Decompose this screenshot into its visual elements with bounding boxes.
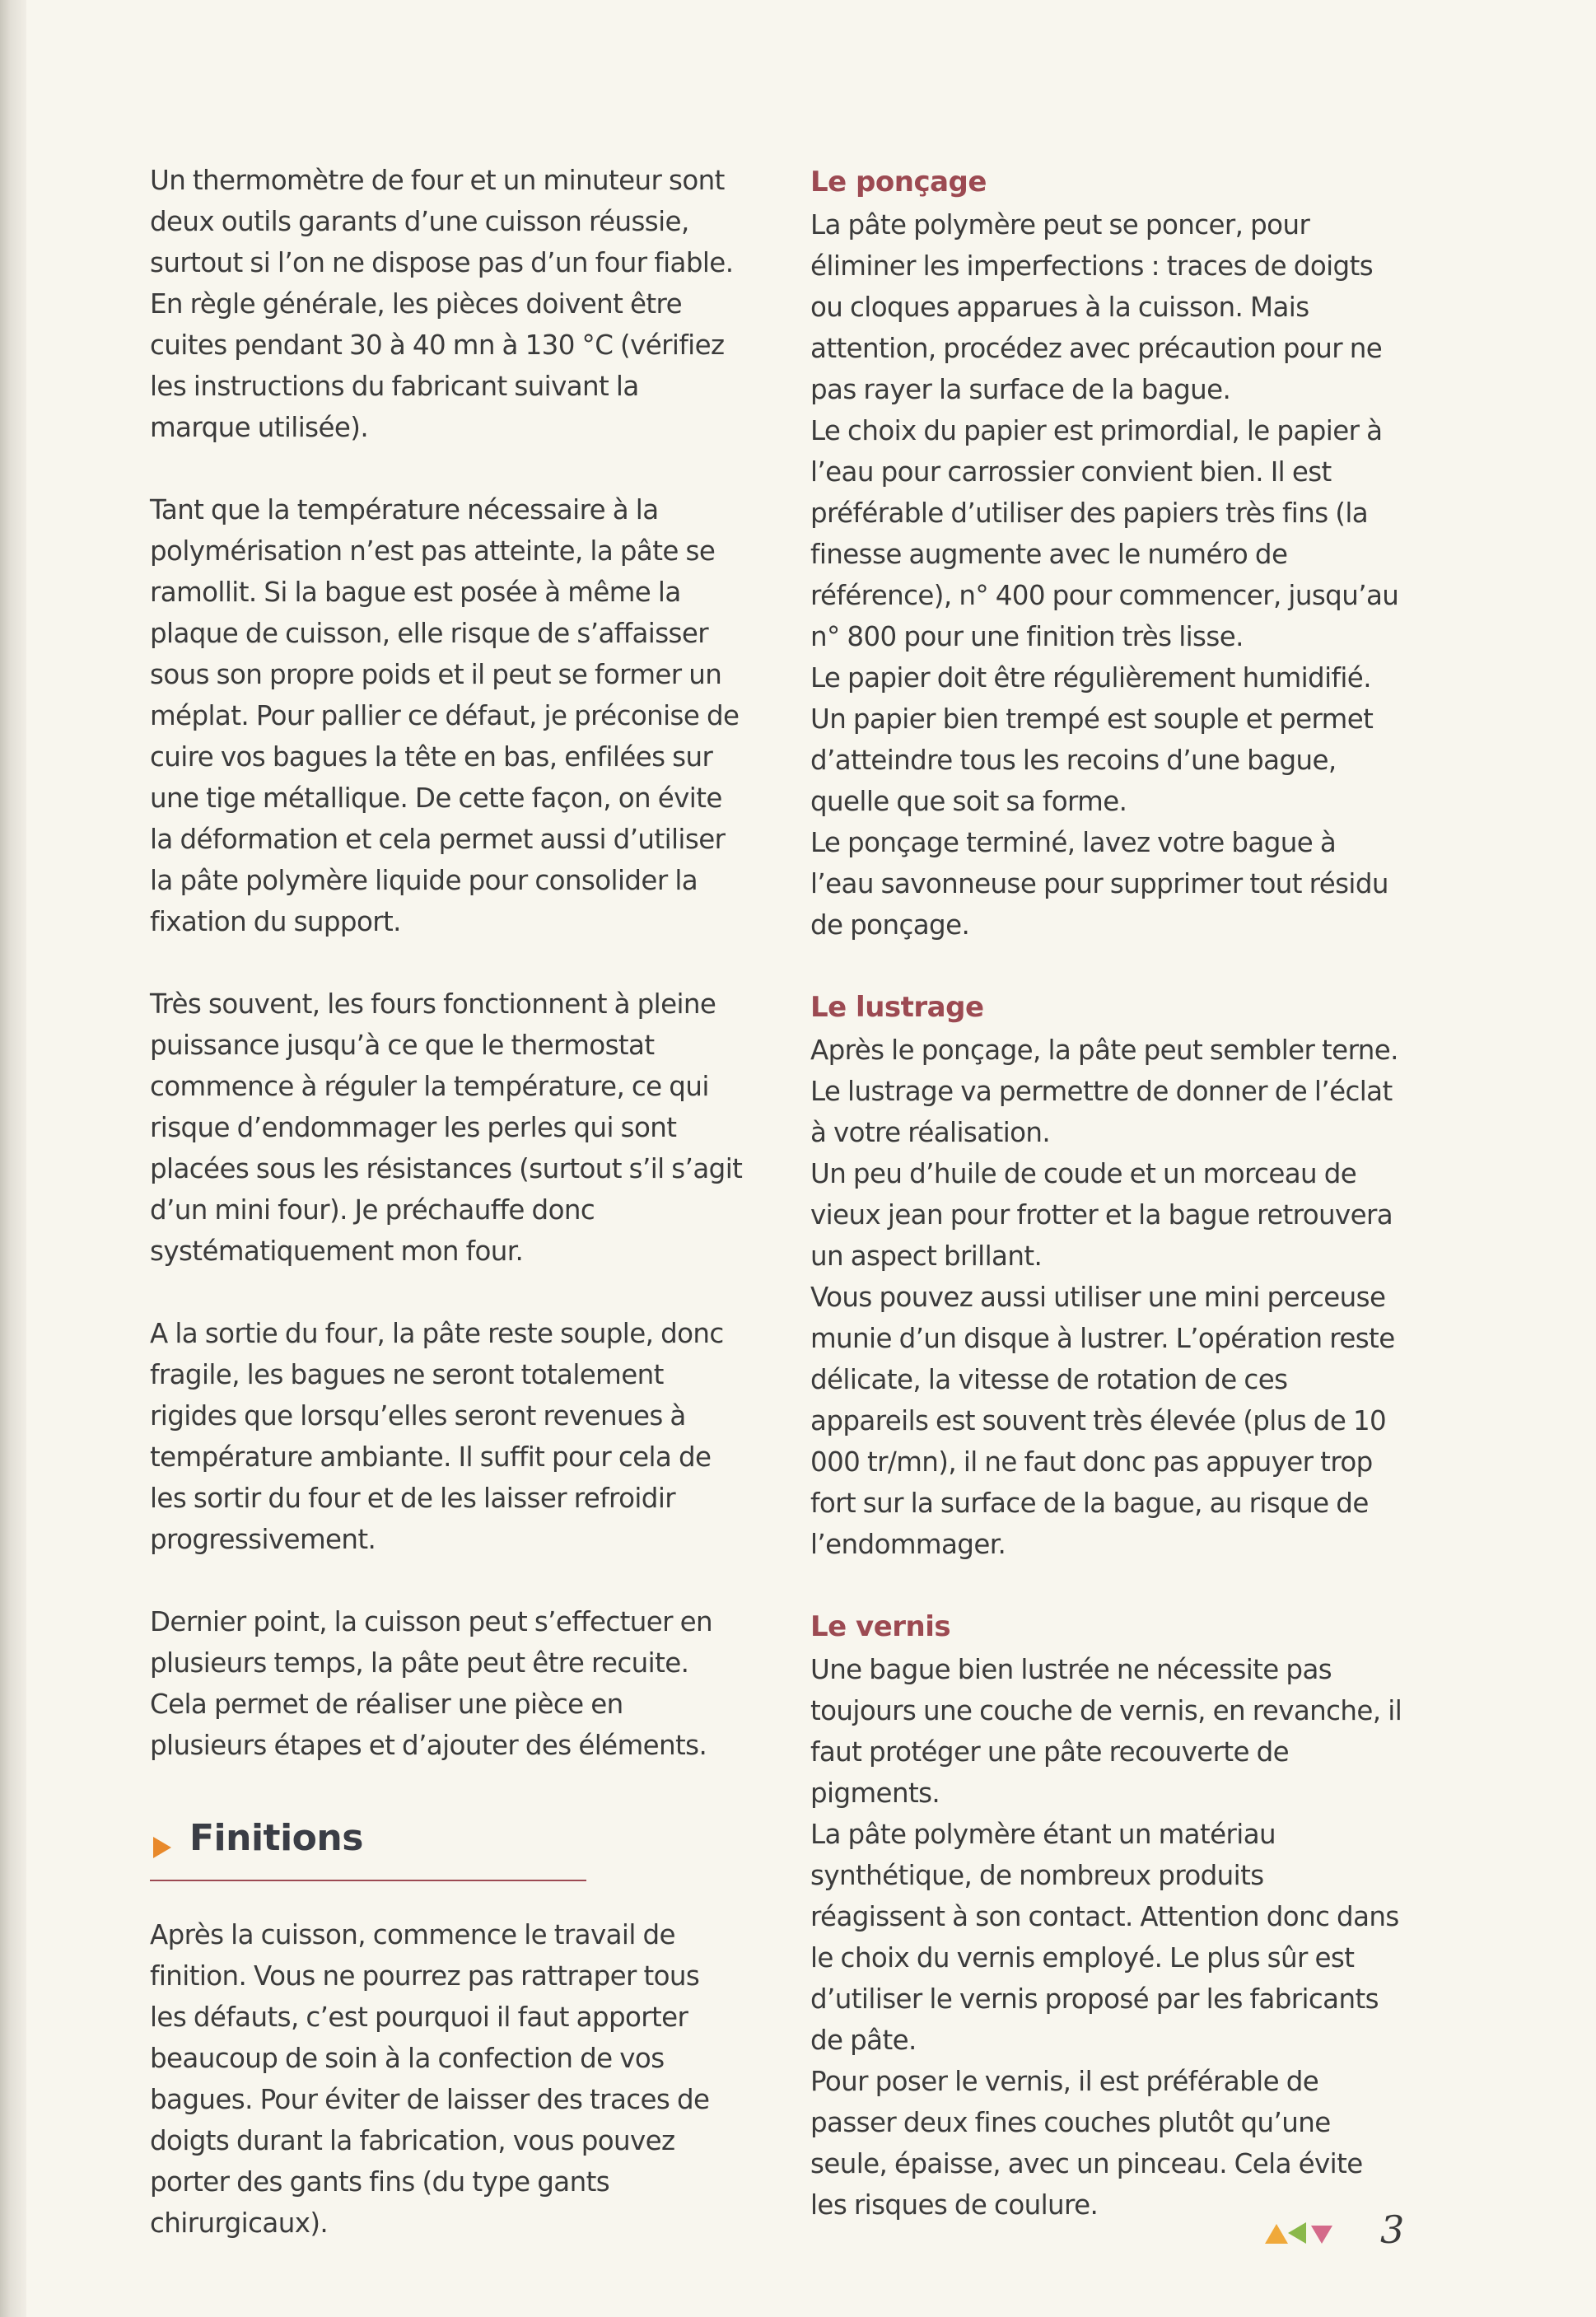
triangle-down-icon — [1311, 2226, 1332, 2244]
footer-decoration — [1265, 2221, 1344, 2250]
orange-triangle-bullet-icon — [153, 1837, 171, 1858]
paragraph-oven-power: Très souvent, les fours fonctionnent à pleine puissance jusqu’à ce que le thermostat commence à réguler la température, ce qui risque d’endommager les perles qui sont placées sous les résistances (surtout s’il s’agit d’un mini four). Je préchauffe donc systématiquement mon four. — [150, 988, 743, 1267]
paragraph-vernis-2: La pâte polymère étant un matériau synthétique, de nombreux produits réagissent à son contact. Attention donc dans le choix du vernis employé. Le plus sûr est d’utiliser le vernis proposé par les fabricants de pâte. — [810, 1819, 1399, 2056]
paragraph-finishing-intro: Après la cuisson, commence le travail de finition. Vous ne pourrez pas rattraper tous les défauts, c’est pourquoi il faut apporter beaucoup de soin à la confection de vos bagues. Pour éviter de laisser des traces de doigts durant la fabrication, vous pouvez porter des gants fins (du type gants chirurgicaux). — [150, 1919, 710, 2239]
paragraph-polymerisation: Tant que la température nécessaire à la polymérisation n’est pas atteinte, la pâte se ramollit. Si la bague est posée à même la plaque de cuisson, elle risque de s’affaisser sous son propre poids et il peut se former un méplat. Pour pallier ce défaut, je préconise de cuire vos bagues la tête en bas, enfilées sur une tige métallique. De cette façon, on évite la déformation et cela permet aussi d’utiliser la pâte polymère liquide pour consolider la fixation du support. — [150, 494, 740, 937]
paragraph-poncage-3: Le papier doit être régulièrement humidifié. Un papier bien trempé est souple et permet d’atteindre tous les recoins d’une bague, quelle que soit sa forme. — [810, 662, 1374, 817]
paragraph-poncage-1: La pâte polymère peut se poncer, pour éliminer les imperfections : traces de doigts ou cloques apparues à la cuisson. Mais attention, procédez avec précaution pour ne pas rayer la surface de la bague. — [810, 209, 1383, 405]
paragraph-poncage-2: Le choix du papier est primordial, le papier à l’eau pour carrossier convient bien. Il est préférable d’utiliser des papiers très fins (la finesse augmente avec le numéro de référence), n° 400 pour commencer, jusqu’au n° 800 pour une finition très lisse. — [810, 415, 1399, 652]
right-column — [810, 160, 1403, 2226]
triangle-left-icon — [1288, 2222, 1306, 2244]
left-column — [150, 160, 743, 2244]
finitions-heading-text: Finitions — [189, 1817, 363, 1859]
paragraph-vernis-3: Pour poser le vernis, il est préférable de passer deux fines couches plutôt qu’une seule, épaisse, avec un pinceau. Cela évite les risques de coulure. — [810, 2066, 1363, 2221]
paragraph-vernis-1: Une bague bien lustrée ne nécessite pas toujours une couche de vernis, en revanche, il faut protéger une pâte recouverte de pigments. — [810, 1654, 1402, 1809]
triangle-up-icon — [1265, 2224, 1288, 2244]
paragraph-lustrage-3: Vous pouvez aussi utiliser une mini perceuse munie d’un disque à lustrer. L’opération reste délicate, la vitesse de rotation de ces appareils est souvent très élevée (plus de 10 000 tr/mn), il ne faut donc pas appuyer trop fort sur la surface de la bague, au risque de l’endommager. — [810, 1282, 1395, 1560]
paragraph-thermometer: Un thermomètre de four et un minuteur sont deux outils garants d’une cuisson réussie, surtout si l’on ne dispose pas d’un four fiable. En règle générale, les pièces doivent être cuites pendant 30 à 40 mn à 130 °C (vérifiez les instructions du fabricant suivant la marque utilisée). — [150, 165, 734, 443]
heading-vernis: Le vernis — [810, 1610, 951, 1643]
page-binding-shadow — [0, 0, 26, 2317]
paragraph-multiple-bakes: Dernier point, la cuisson peut s’effectuer en plusieurs temps, la pâte peut être recuite. Cela permet de réaliser une pièce en plusieurs étapes et d’ajouter des éléments. — [150, 1606, 713, 1761]
paragraph-lustrage-2: Un peu d’huile de coude et un morceau de vieux jean pour frotter et la bague retrouvera un aspect brillant. — [810, 1158, 1393, 1272]
paragraph-cooling: A la sortie du four, la pâte reste souple, donc fragile, les bagues ne seront totalement rigides que lorsqu’elles seront revenues à température ambiante. Il suffit pour cela de les sortir du four et de les laisser refroidir progressivement. — [150, 1318, 724, 1555]
paragraph-lustrage-1: Après le ponçage, la pâte peut sembler terne. Le lustrage va permettre de donner de l’éclat à votre réalisation. — [810, 1035, 1398, 1148]
finitions-heading — [150, 1805, 586, 1881]
heading-lustrage: Le lustrage — [810, 991, 984, 1024]
page-number: 3 — [1380, 2207, 1405, 2252]
heading-poncage: Le ponçage — [810, 166, 987, 199]
paragraph-poncage-4: Le ponçage terminé, lavez votre bague à l’eau savonneuse pour supprimer tout résidu de ponçage. — [810, 827, 1388, 941]
